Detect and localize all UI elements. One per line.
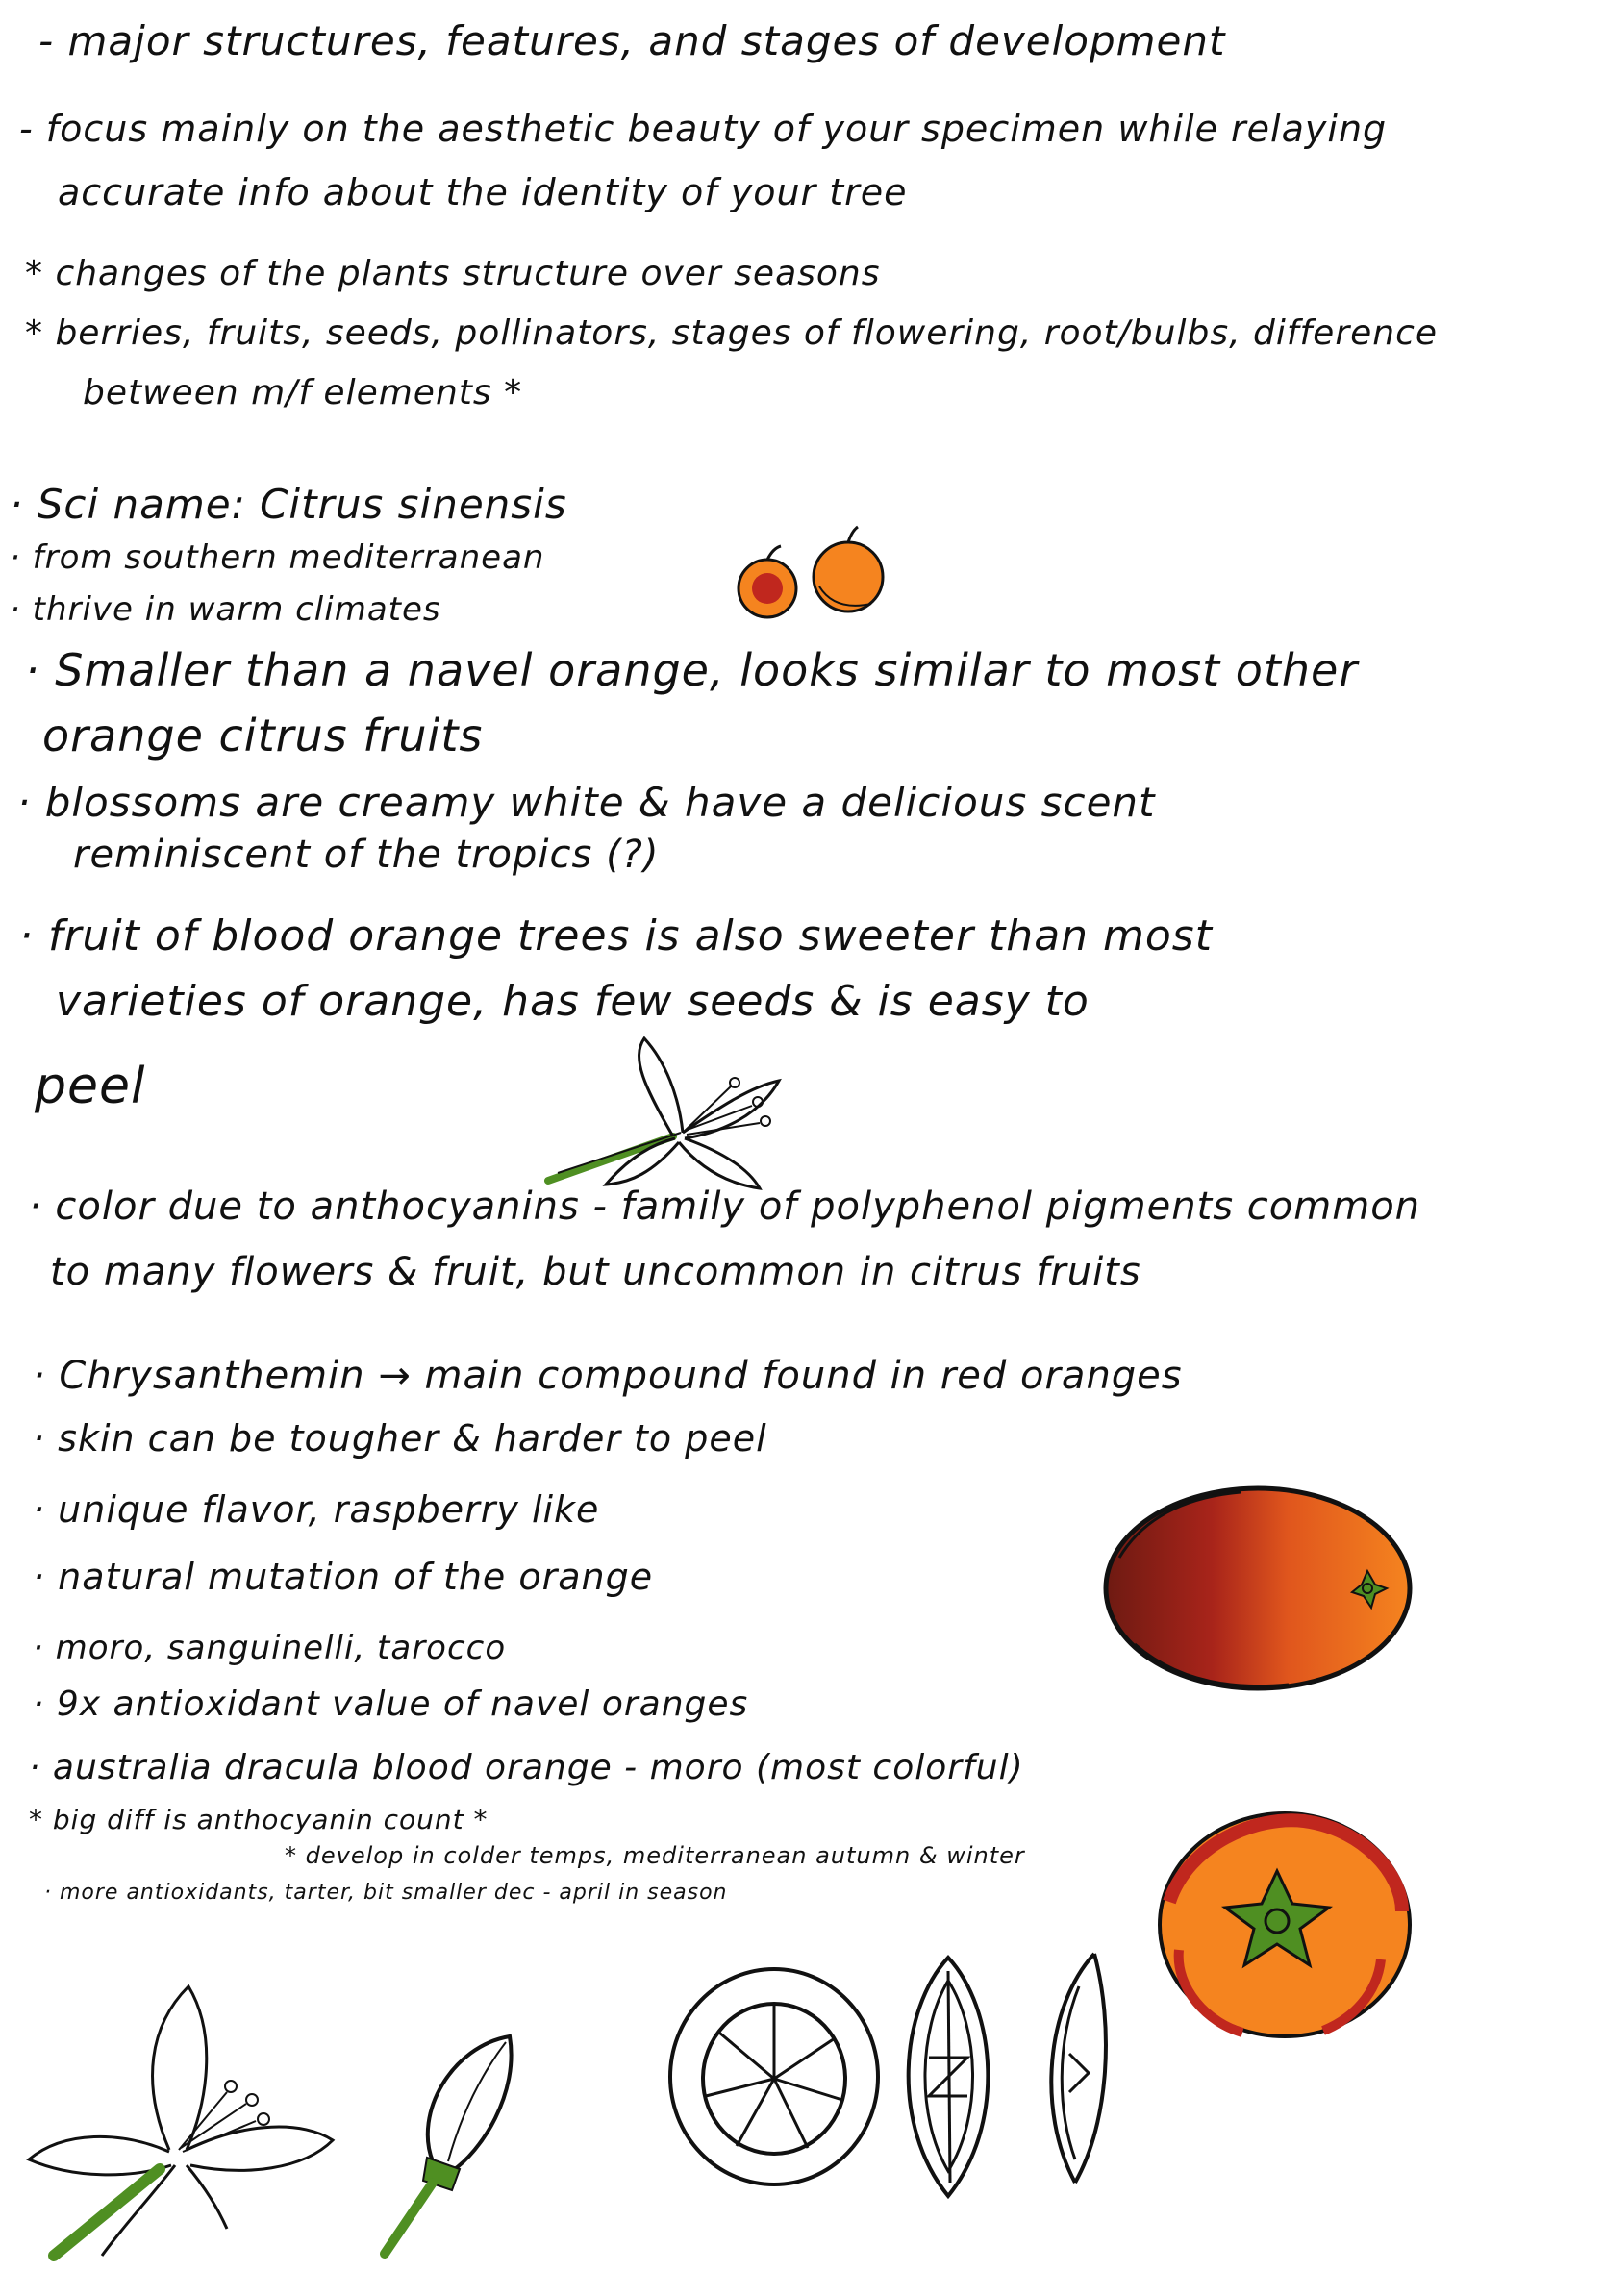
- note-line-20: · skin can be tougher & harder to peel: [33, 1417, 767, 1460]
- note-line-15: varieties of orange, has few seeds & is easy to: [56, 977, 1090, 1026]
- note-line-6: between m/f elements *: [83, 373, 523, 412]
- orange-cross-section-sketch: [664, 1961, 885, 2192]
- note-line-17: · color due to anthocyanins - family of polyphenol pigments common: [29, 1185, 1421, 1229]
- note-line-4: * changes of the plants structure over seasons: [25, 254, 881, 293]
- note-line-10: · Smaller than a navel orange, looks similar to most other: [25, 644, 1359, 696]
- note-line-8: · from southern mediterranean: [10, 538, 545, 577]
- note-line-23: · moro, sanguinelli, tarocco: [33, 1629, 507, 1667]
- note-line-1: - major structures, features, and stages of development: [38, 17, 1226, 64]
- note-line-3: accurate info about the identity of your tree: [58, 171, 908, 213]
- note-line-16: peel: [35, 1058, 146, 1115]
- note-line-25: · australia dracula blood orange - moro (most colorful): [29, 1748, 1024, 1787]
- blood-orange-side-sketch: [1096, 1471, 1423, 1702]
- note-line-12: · blossoms are creamy white & have a delicious scent: [17, 779, 1156, 826]
- note-line-9: · thrive in warm climates: [10, 590, 441, 629]
- note-line-28: · more antioxidants, tarter, bit smaller dec - april in season: [44, 1881, 728, 1905]
- note-line-18: to many flowers & fruit, but uncommon in citrus fruits: [50, 1250, 1141, 1294]
- note-line-26: * big diff is anthocyanin count *: [29, 1804, 489, 1835]
- flower-bottom-sketch: [25, 1977, 342, 2265]
- peel-sketch: [1037, 1948, 1114, 2188]
- note-line-7: · Sci name: Citrus sinensis: [10, 481, 567, 528]
- note-line-5: * berries, fruits, seeds, pollinators, stages of flowering, root/bulbs, difference: [25, 313, 1439, 353]
- note-line-11: orange citrus fruits: [42, 710, 484, 761]
- note-line-19: · Chrysanthemin → main compound found in red oranges: [33, 1354, 1183, 1398]
- note-line-24: · 9x antioxidant value of navel oranges: [33, 1685, 749, 1724]
- small-oranges-sketch: [727, 519, 900, 625]
- segment-sketch: [890, 1952, 1006, 2202]
- note-line-14: · fruit of blood orange trees is also sweeter than most: [19, 911, 1213, 961]
- note-line-22: · natural mutation of the orange: [33, 1556, 654, 1598]
- blossom-sketch: [539, 1019, 837, 1192]
- note-line-27: * develop in colder temps, mediterranean autumn & winter: [285, 1842, 1025, 1869]
- note-line-2: - focus mainly on the aesthetic beauty of your specimen while relaying: [19, 108, 1388, 150]
- note-line-13: reminiscent of the tropics (?): [73, 833, 660, 877]
- bud-sketch: [375, 2027, 529, 2258]
- note-line-21: · unique flavor, raspberry like: [33, 1488, 600, 1531]
- blood-orange-top-sketch: [1150, 1806, 1419, 2046]
